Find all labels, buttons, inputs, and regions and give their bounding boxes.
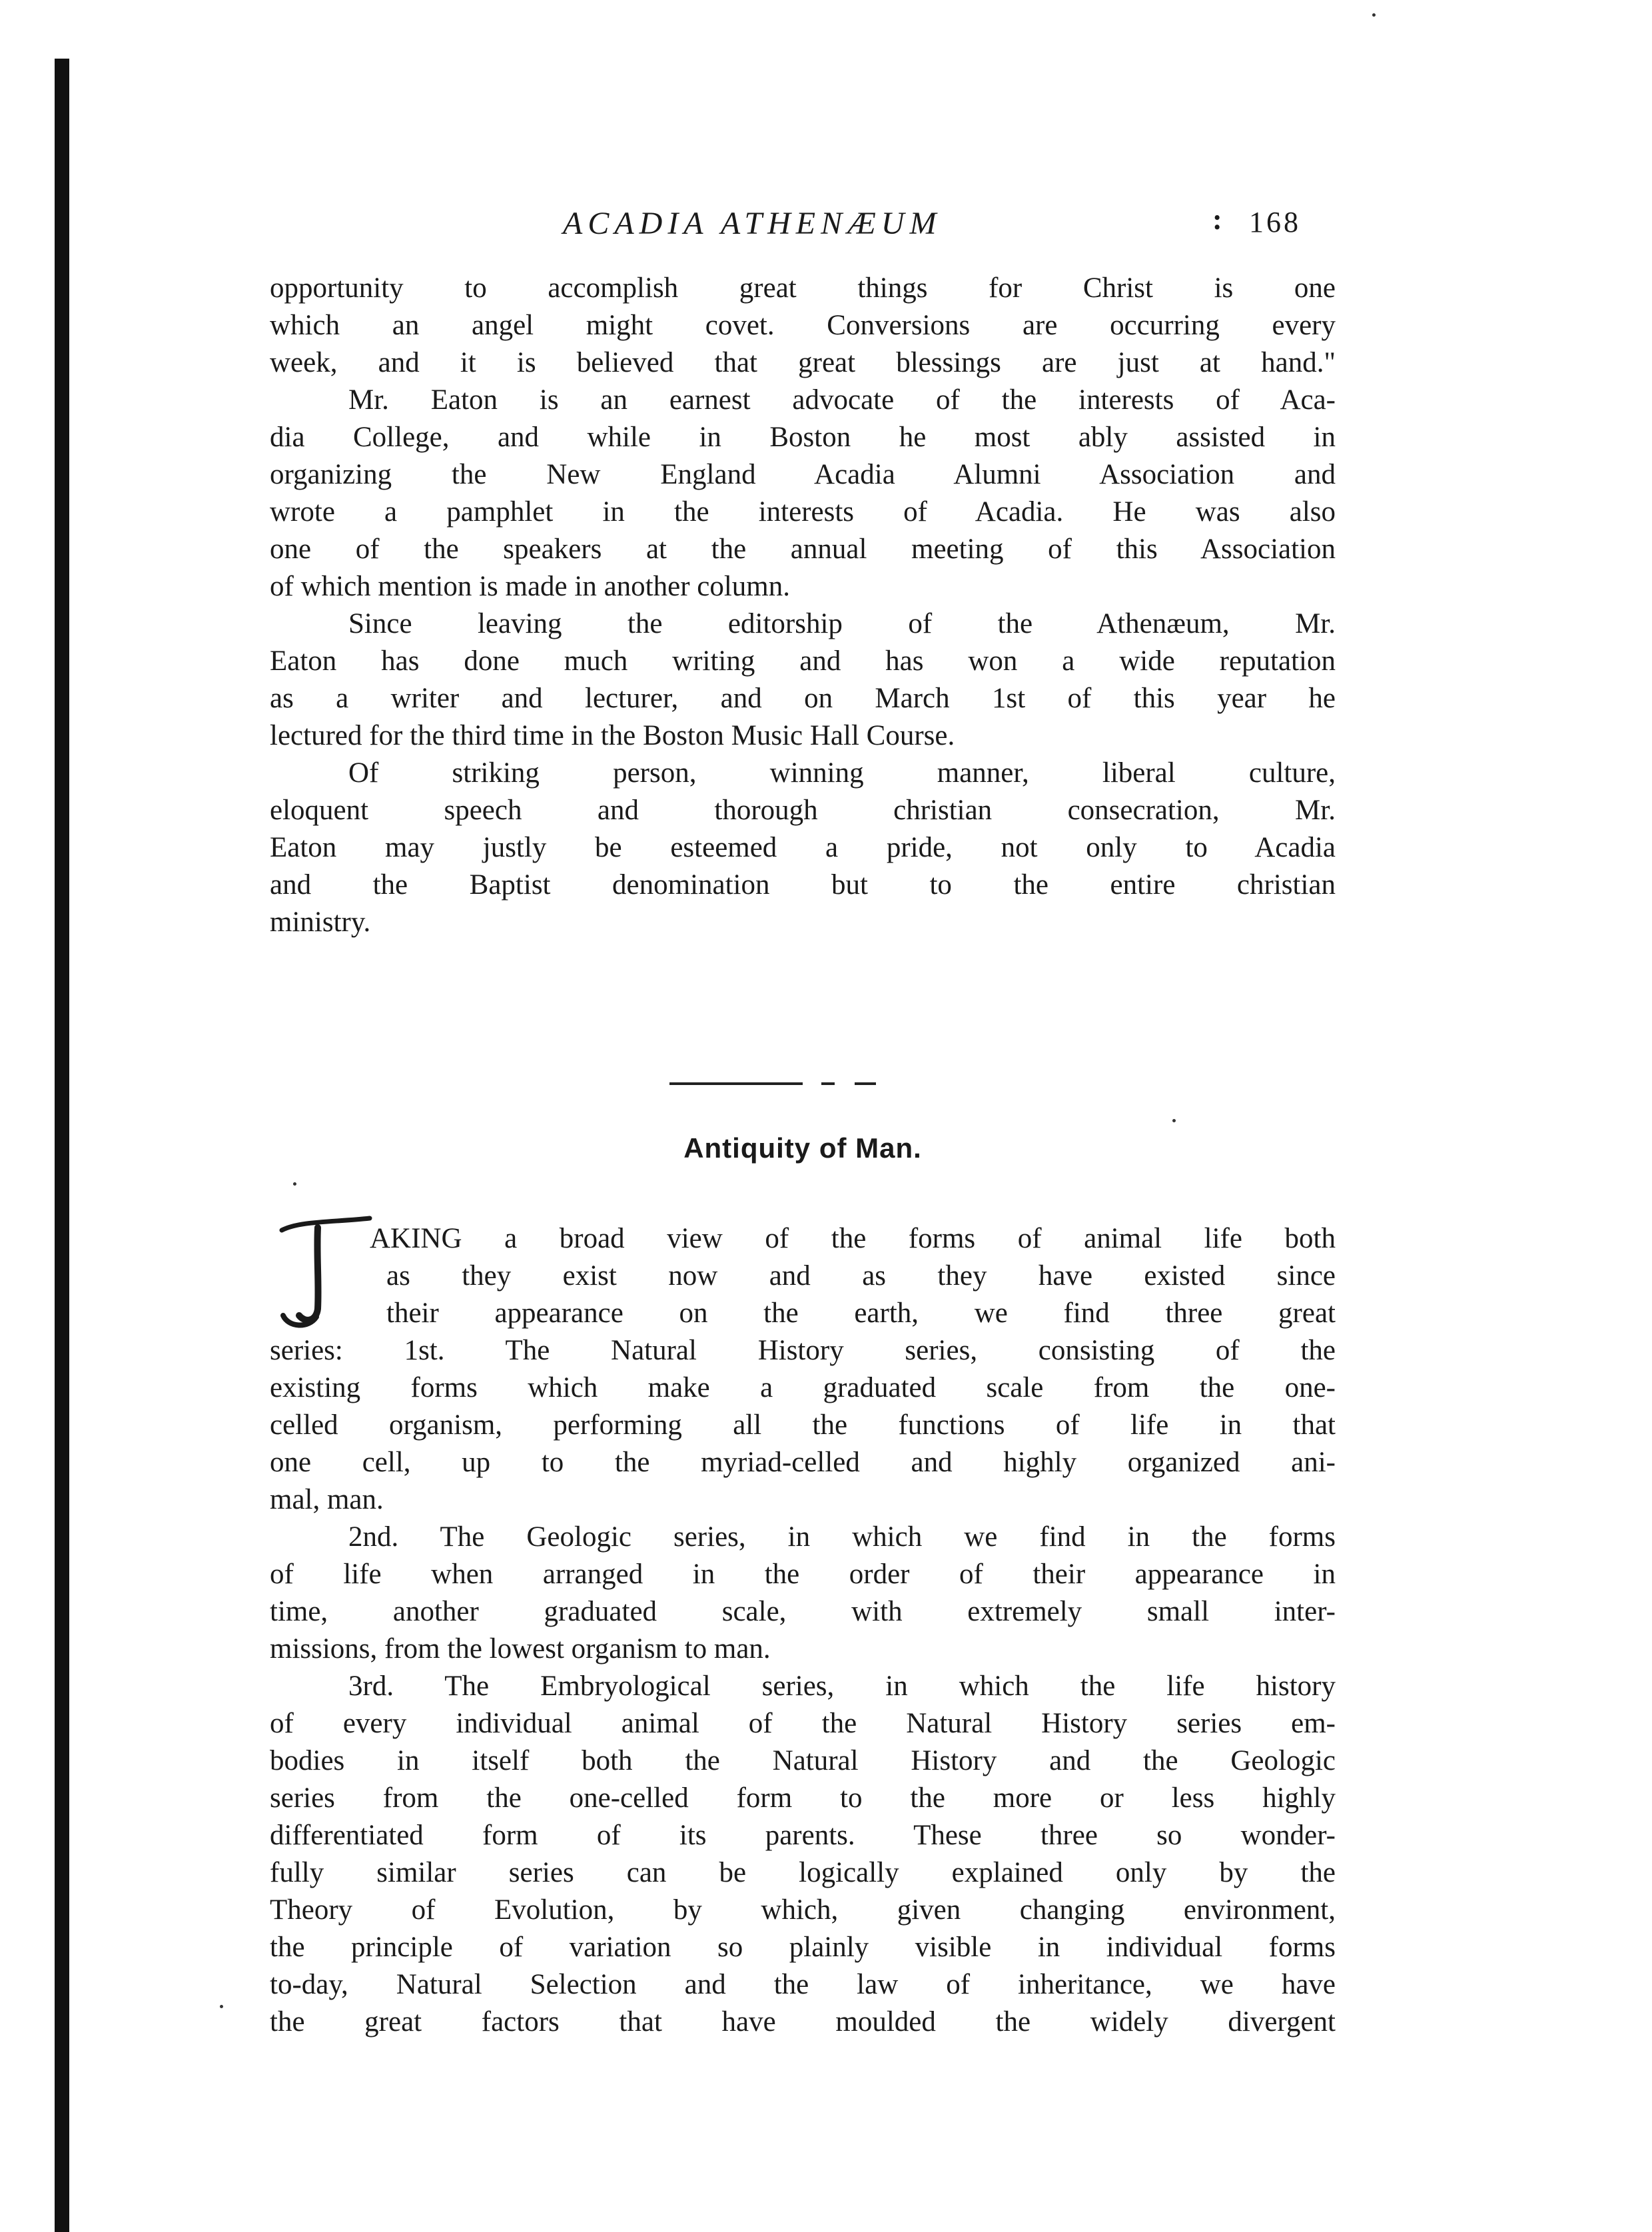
text-line: eloquent speech and thorough christian consecration, Mr. (270, 795, 1336, 826)
text-line: one of the speakers at the annual meeting of this Association (270, 534, 1336, 565)
text-line: opportunity to accomplish great things for Christ is one (270, 272, 1336, 304)
text-line: celled organism, performing all the functions of life in that (270, 1409, 1336, 1441)
section-body (270, 1220, 1336, 2041)
text-line: Eaton may justly be esteemed a pride, not only to Acadia (270, 832, 1336, 863)
text-line: their appearance on the earth, we find three great (386, 1298, 1336, 1329)
text-line: wrote a pamphlet in the interests of Acadia. He was also (270, 496, 1336, 528)
text-line: dia College, and while in Boston he most ably assisted in (270, 422, 1336, 453)
text-line: AKING a broad view of the forms of animal life both (370, 1223, 1336, 1254)
text-line: mal, man. (270, 1484, 384, 1515)
text-line: differentiated form of its parents. These three so wonder- (270, 1820, 1336, 1851)
text-line: series from the one-celled form to the more or less highly (270, 1782, 1336, 1814)
text-line: as a writer and lecturer, and on March 1st of this year he (270, 683, 1336, 714)
text-line: which an angel might covet. Conversions are occurring every (270, 310, 1336, 341)
text-line: Of striking person, winning manner, liberal culture, (348, 757, 1336, 789)
text-line: the principle of variation so plainly visible in individual forms (270, 1932, 1336, 1963)
text-line: fully similar series can be logically explained only by the (270, 1857, 1336, 1888)
text-line: bodies in itself both the Natural History and the Geologic (270, 1745, 1336, 1776)
text-line: lectured for the third time in the Boston Music Hall Course. (270, 720, 955, 751)
scan-speck (220, 2005, 223, 2008)
text-line: Theory of Evolution, by which, given changing environment, (270, 1894, 1336, 1926)
text-line: to-day, Natural Selection and the law of inheritance, we have (270, 1969, 1336, 2000)
text-line: Eaton has done much writing and has won a wide reputation (270, 645, 1336, 677)
text-line: series: 1st. The Natural History series, consisting of the (270, 1335, 1336, 1366)
scan-speck (293, 1182, 296, 1186)
text-line: missions, from the lowest organism to man. (270, 1633, 771, 1665)
section-title: Antiquity of Man. (683, 1132, 922, 1164)
text-line: organizing the New England Acadia Alumni Association and (270, 459, 1336, 490)
text-line: Mr. Eaton is an earnest advocate of the interests of Aca- (348, 384, 1336, 416)
text-line: as they exist now and as they have existed since (386, 1260, 1336, 1292)
running-head (270, 205, 1336, 252)
text-line: Since leaving the editorship of the Athenæum, Mr. (348, 608, 1336, 639)
text-line: ministry. (270, 907, 371, 938)
text-line: week, and it is believed that great blessings are just at hand." (270, 347, 1336, 378)
section-divider (669, 1082, 876, 1085)
text-line: and the Baptist denomination but to the entire christian (270, 869, 1336, 901)
text-line: of every individual animal of the Natural History series em- (270, 1708, 1336, 1739)
text-line: one cell, up to the myriad-celled and highly organized ani- (270, 1447, 1336, 1478)
scan-speck (1372, 13, 1376, 17)
text-line: 3rd. The Embryological series, in which the life history (348, 1671, 1336, 1702)
text-line: of life when arranged in the order of their appearance in (270, 1559, 1336, 1590)
page-number: : 168 (1249, 205, 1301, 239)
text-line: of which mention is made in another column. (270, 571, 790, 602)
article-continuation (270, 270, 1336, 941)
page-binding-shadow (55, 59, 69, 2232)
running-title: ACADIA ATHENÆUM (563, 206, 942, 241)
scan-speck (1172, 1119, 1176, 1122)
text-line: the great factors that have moulded the widely divergent (270, 2006, 1336, 2038)
text-line: 2nd. The Geologic series, in which we find in the forms (348, 1521, 1336, 1553)
text-line: time, another graduated scale, with extremely small inter- (270, 1596, 1336, 1627)
text-line: existing forms which make a graduated scale from the one- (270, 1372, 1336, 1403)
